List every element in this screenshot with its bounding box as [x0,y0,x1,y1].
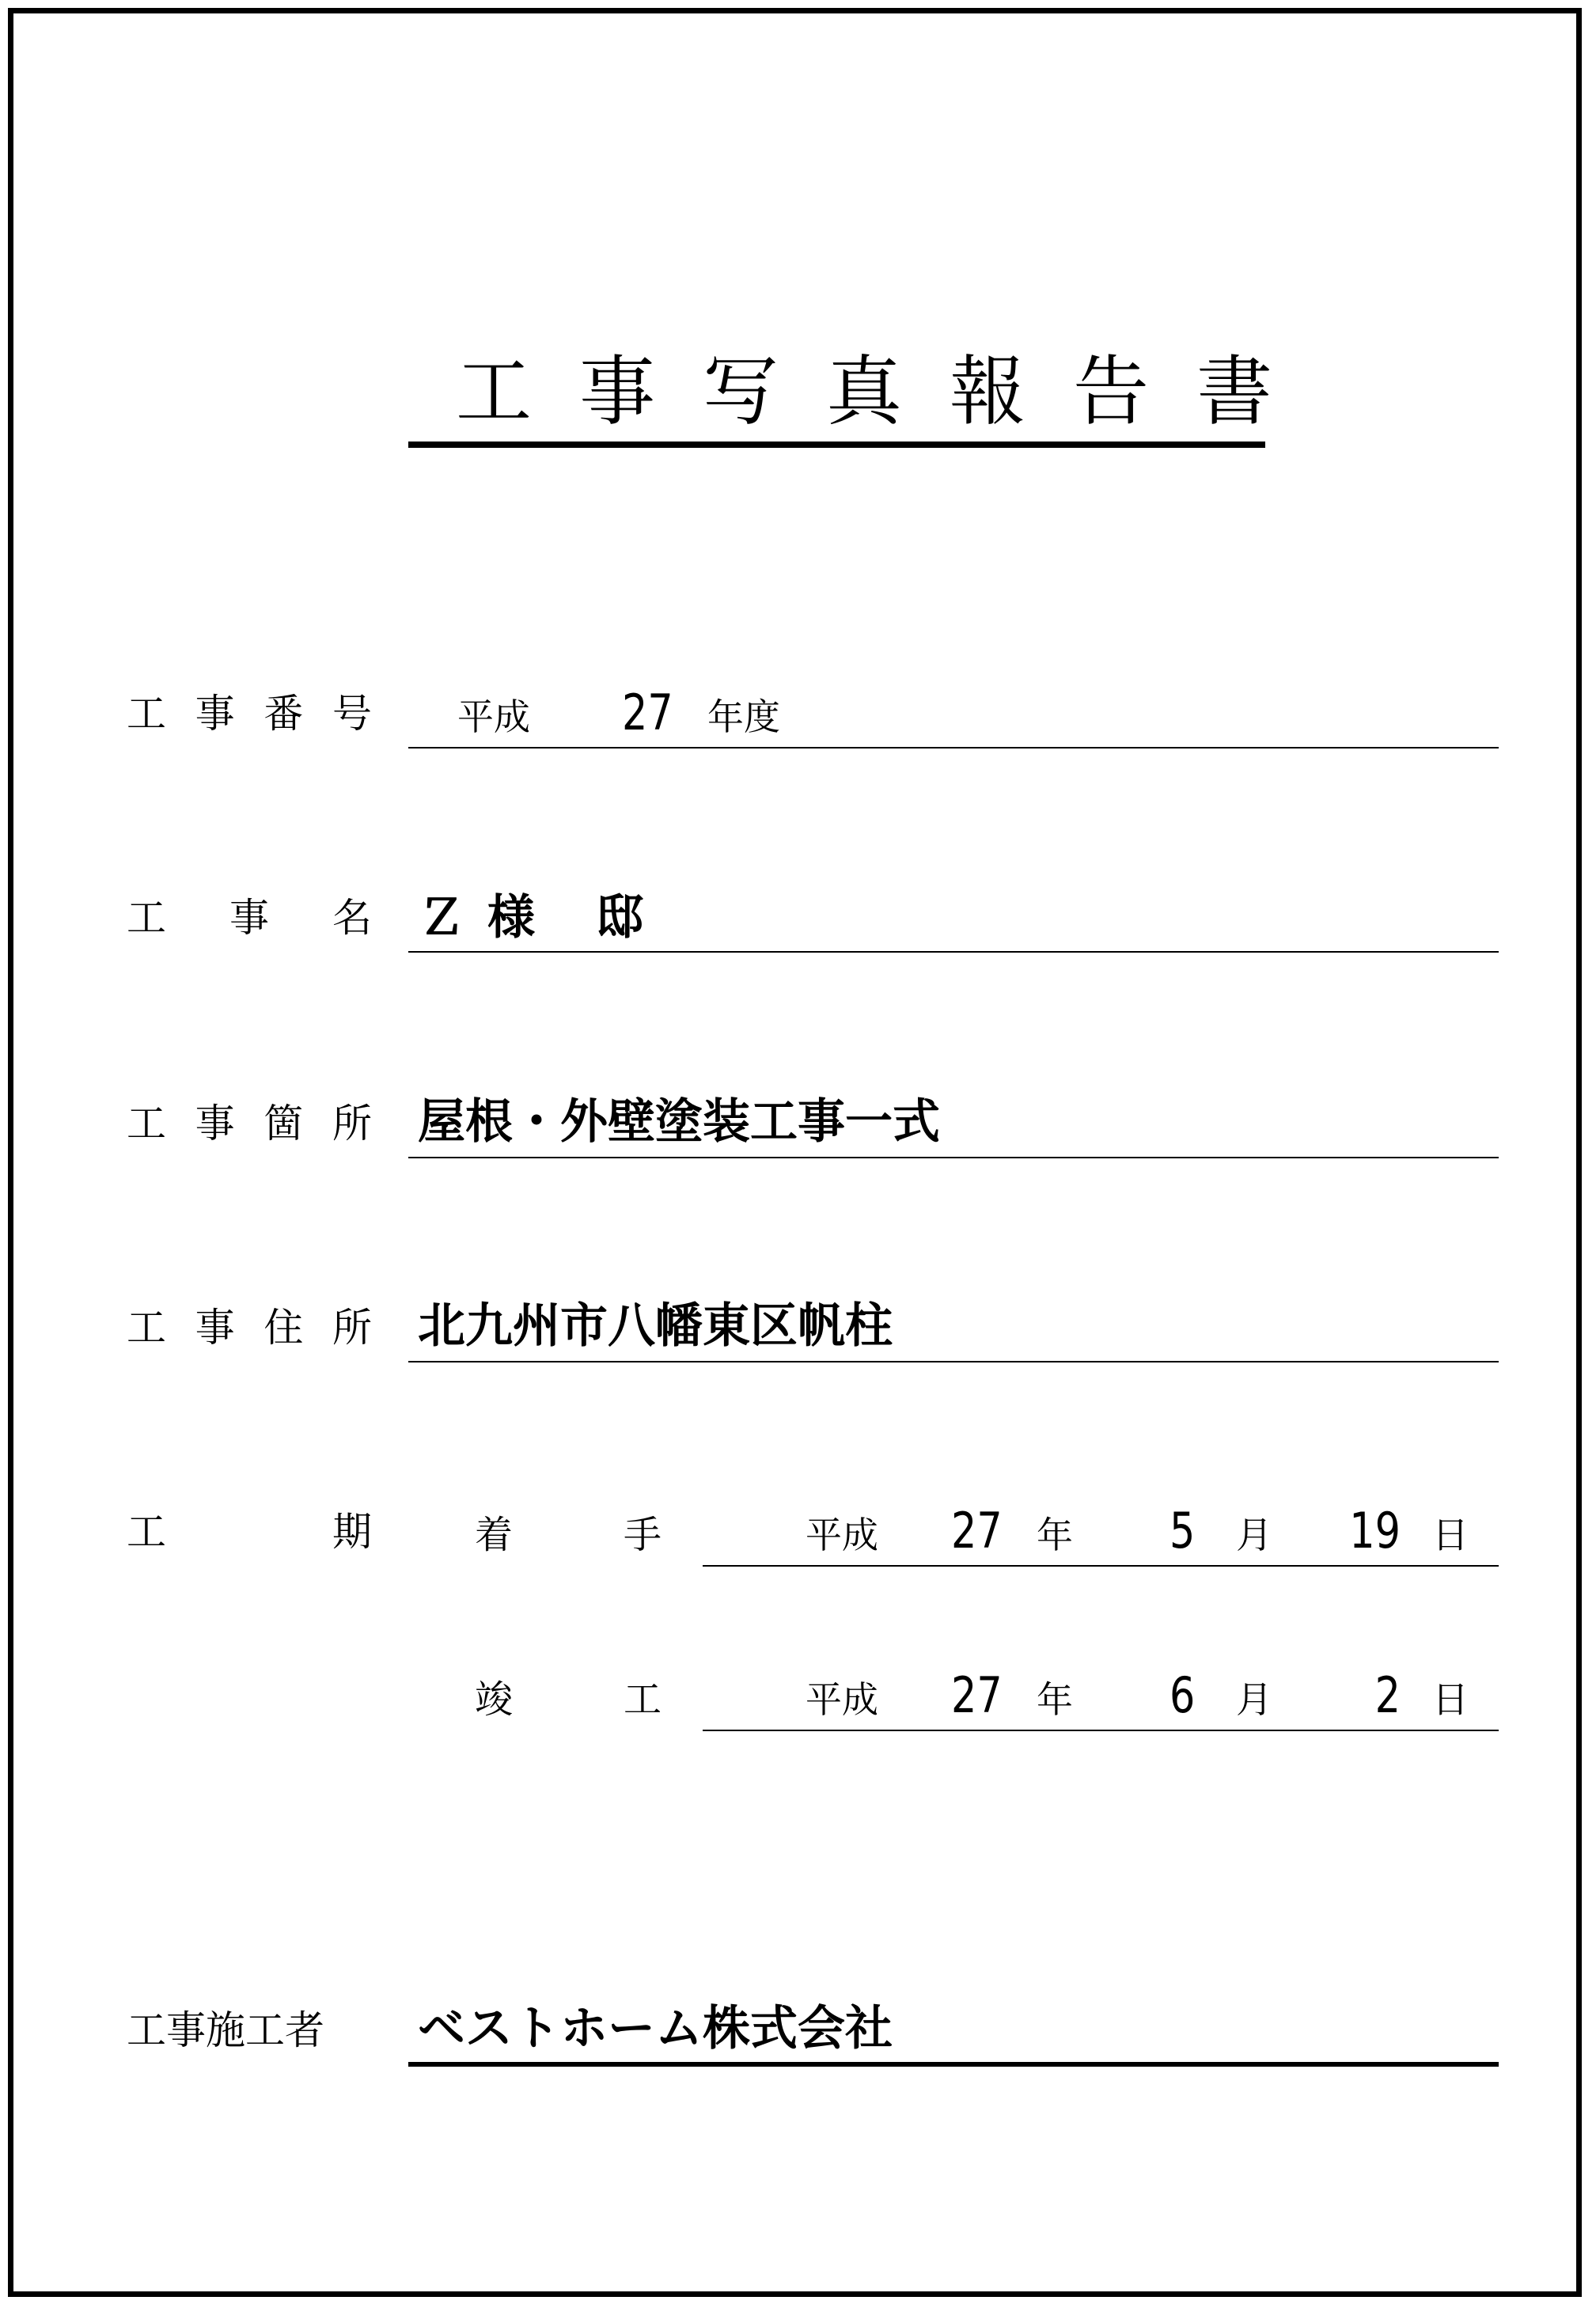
period-end-month-unit: 月 [1236,1678,1272,1721]
period-end-era: 平成 [806,1678,878,1721]
contractor-value: ベストホーム株式会社 [418,2001,893,2056]
period-start-era: 平成 [806,1514,878,1556]
period-start-month: 5 [1170,1502,1196,1560]
period-end-day-unit: 日 [1432,1678,1469,1721]
label-construction-period: 工 期 [127,1509,372,1555]
period-end-label-2: 工 [624,1677,662,1722]
period-end-month: 6 [1170,1666,1196,1724]
period-start-day: 19 [1349,1502,1401,1560]
period-end-label-1: 竣 [475,1677,514,1722]
document-title: 工事写真報告書 [456,347,1320,436]
construction-number-rule [408,747,1499,748]
label-construction-location: 工 事 箇 所 [127,1101,372,1146]
construction-address-value: 北九州市八幡東区帆柱 [418,1298,893,1354]
construction-location-value: 屋根・外壁塗装工事一式 [418,1094,940,1150]
label-construction-number: 工 事 番 号 [127,691,372,737]
construction-location-rule [408,1157,1499,1158]
period-start-month-unit: 月 [1236,1514,1272,1556]
label-contractor: 工事施工者 [127,2007,324,2053]
construction-name-rule [408,951,1499,953]
construction-number-suffix: 年度 [707,695,780,738]
construction-number-year: 27 [622,684,673,741]
construction-address-rule [408,1361,1499,1362]
period-start-year-unit: 年 [1037,1514,1073,1556]
label-construction-name: 工 事 名 [127,895,372,941]
period-start-label-1: 着 [475,1513,514,1557]
period-end-year: 27 [951,1666,1003,1724]
period-end-year-unit: 年 [1037,1678,1073,1721]
period-start-label-2: 手 [624,1513,662,1557]
contractor-rule [408,2062,1499,2067]
period-start-rule [703,1565,1499,1567]
label-construction-address: 工 事 住 所 [127,1305,372,1351]
construction-name-value: Ｚ様 邸 [418,890,665,946]
construction-number-era: 平成 [457,695,530,738]
period-start-year: 27 [951,1502,1003,1560]
title-underline [408,442,1265,448]
period-start-day-unit: 日 [1432,1514,1469,1556]
period-end-day: 2 [1374,1666,1401,1724]
period-end-rule [703,1730,1499,1731]
